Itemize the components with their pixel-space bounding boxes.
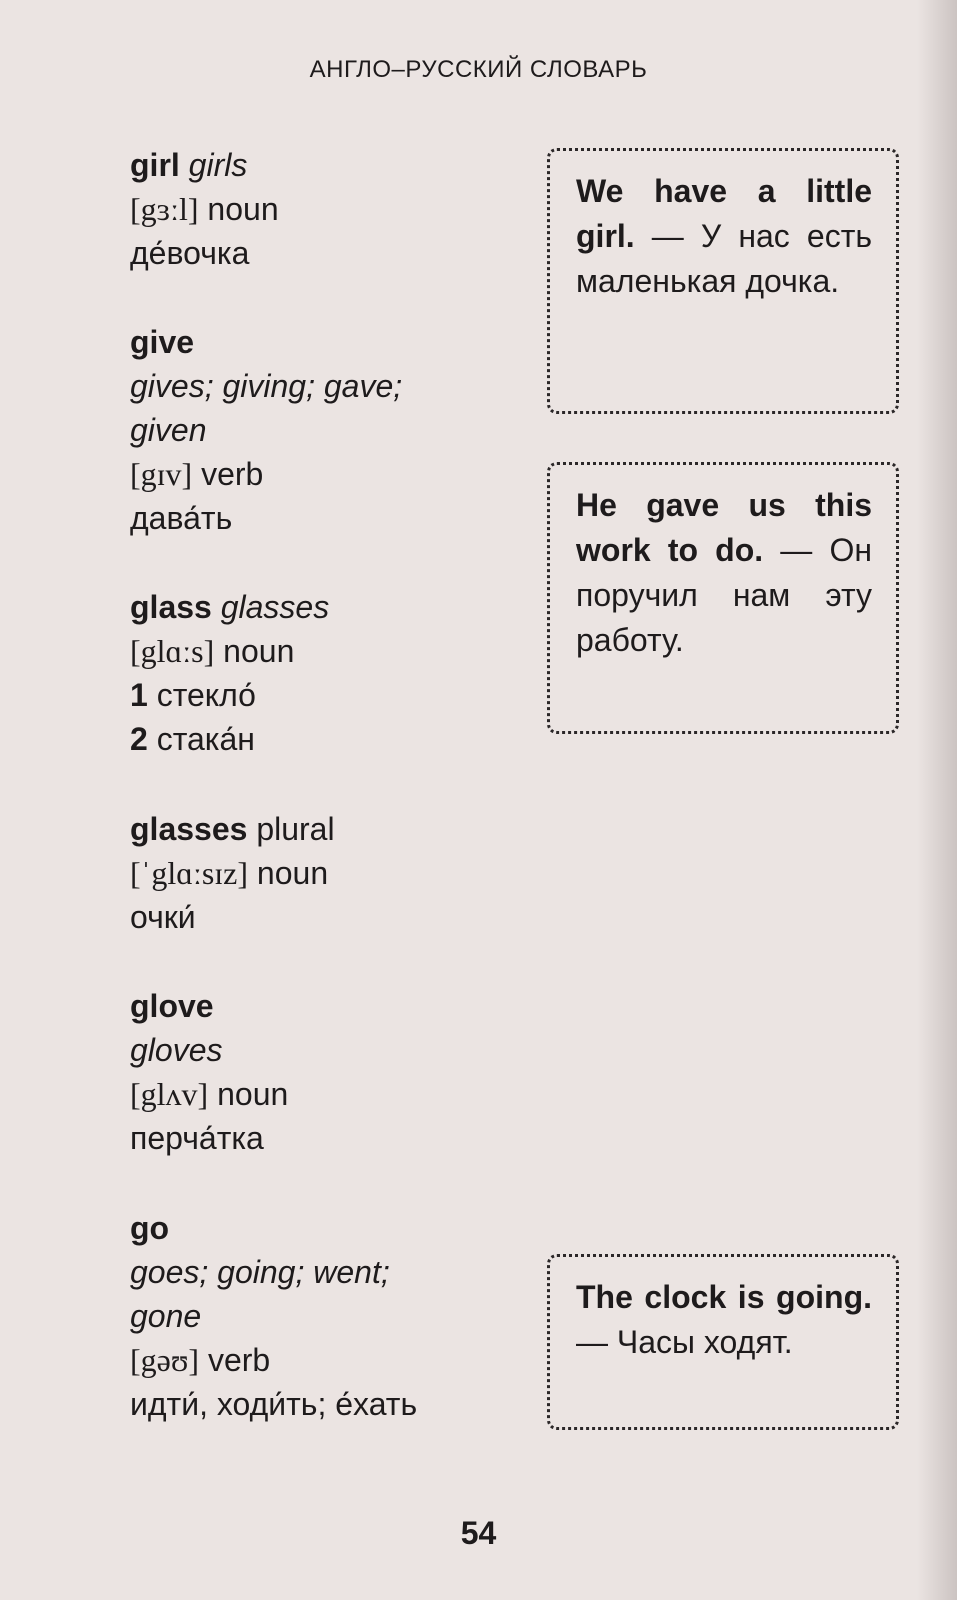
example-english: We have a little girl.: [576, 173, 872, 254]
entry-glass: [130, 585, 530, 761]
example-dash: —: [780, 532, 813, 568]
part-of-speech: verb: [201, 456, 264, 492]
word-forms: goes; going; went;: [130, 1254, 390, 1290]
translation: идти́, ходи́ть; е́хать: [130, 1386, 418, 1422]
word-forms: girls: [188, 147, 248, 183]
headword: girl: [130, 147, 180, 183]
word-forms: gives; giving; gave;: [130, 368, 403, 404]
word-forms-cont: given: [130, 412, 207, 448]
example-russian: У нас есть маленькая дочка.: [576, 218, 873, 299]
translation: очки́: [130, 899, 196, 935]
word-forms: glasses: [220, 589, 330, 625]
part-of-speech: noun: [207, 191, 279, 227]
translation: дава́ть: [130, 500, 233, 536]
word-forms-cont: gone: [130, 1298, 202, 1334]
page-number: 54: [460, 1515, 497, 1551]
sense-number: 2: [130, 721, 148, 757]
transcription: [ˈglɑːsɪz]: [130, 855, 249, 891]
entry-give: [130, 320, 530, 540]
sense-number: 1: [130, 677, 148, 713]
page-edge-shadow: [917, 0, 957, 1600]
word-forms: gloves: [130, 1032, 223, 1068]
example-english: He gave us this work to do.: [576, 487, 872, 568]
transcription: [glʌv]: [130, 1076, 209, 1112]
sense-translation: стака́н: [156, 721, 255, 757]
transcription: [gɪv]: [130, 456, 193, 492]
part-of-speech: noun: [256, 855, 329, 891]
example-russian: Он поручил нам эту работу.: [576, 532, 872, 658]
example-russian: Часы ходят.: [616, 1324, 793, 1360]
translation: де́вочка: [130, 235, 250, 271]
entry-glasses: [130, 807, 530, 939]
translation: перча́тка: [130, 1120, 264, 1156]
headword: glasses: [130, 811, 248, 847]
example-dash: —: [651, 218, 684, 254]
example-box-girl: [547, 148, 899, 414]
entry-girl: [130, 143, 530, 275]
headword: give: [130, 324, 195, 360]
entry-go: [130, 1206, 530, 1426]
headword: glass: [130, 589, 212, 625]
sense-translation: стекло́: [156, 677, 256, 713]
part-of-speech: noun: [223, 633, 295, 669]
transcription: [gɜːl]: [130, 191, 199, 227]
example-box-go: [547, 1254, 899, 1430]
headword: go: [130, 1210, 170, 1246]
example-dash: —: [576, 1324, 608, 1360]
page-header: АНГЛО–РУССКИЙ СЛОВАРЬ: [309, 56, 648, 83]
transcription: [glɑːs]: [130, 633, 215, 669]
part-of-speech: noun: [217, 1076, 289, 1112]
entry-glove: [130, 984, 530, 1160]
transcription: [gəʊ]: [130, 1342, 200, 1378]
headword: glove: [130, 988, 214, 1024]
grammar-note: plural: [256, 811, 335, 847]
part-of-speech: verb: [207, 1342, 271, 1378]
example-english: The clock is going.: [576, 1279, 872, 1315]
example-box-give: [547, 462, 899, 734]
